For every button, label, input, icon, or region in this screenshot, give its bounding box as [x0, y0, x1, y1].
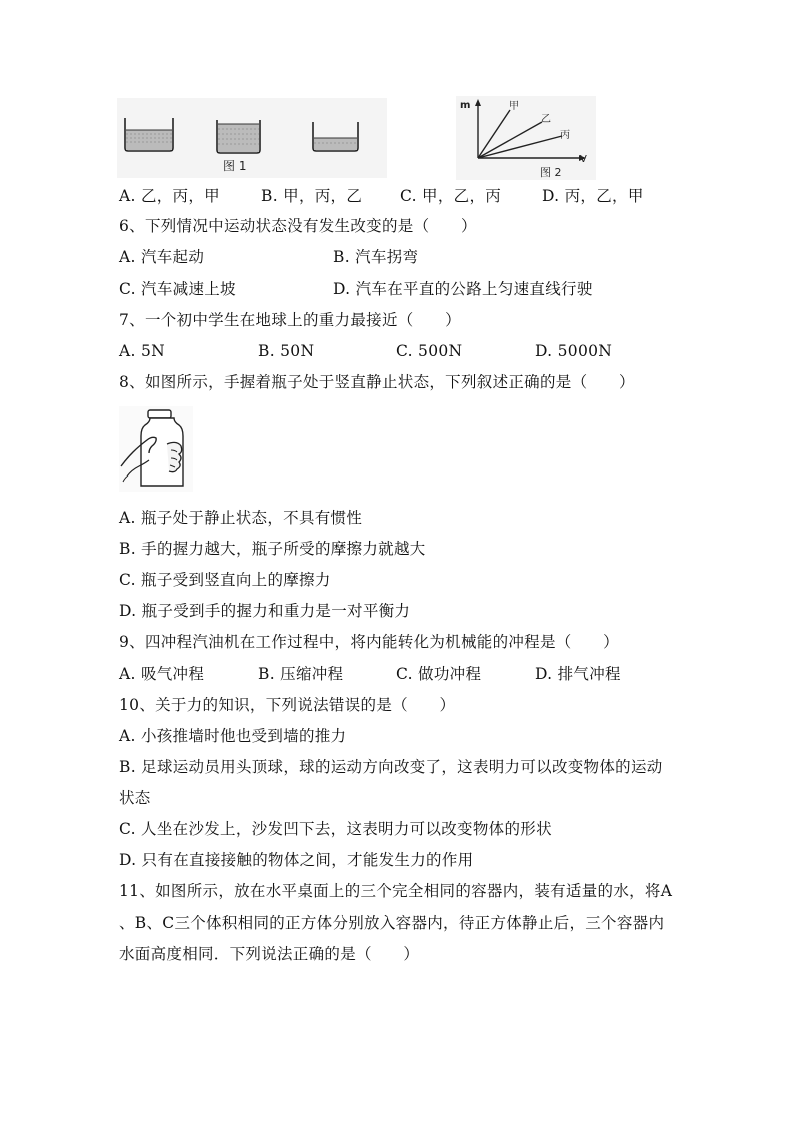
q9-option-d: D. 排气冲程 — [535, 665, 621, 683]
q11-stem-line-2: 、B、C三个体积相同的正方体分别放入容器内，待正方体静止后，三个容器内 — [119, 914, 665, 932]
q7-option-d: D. 5000N — [535, 342, 613, 360]
q5-option-b: B. 甲，丙，乙 — [261, 187, 363, 205]
figure-2-mv-graph — [456, 96, 596, 180]
q7-stem: 7、一个初中学生在地球上的重力最接近（ ） — [119, 311, 461, 329]
bottle-in-hand-figure — [119, 406, 193, 492]
q7-option-b: B. 50N — [258, 342, 315, 360]
axis-label-m: m — [460, 100, 471, 111]
q6-option-b: B. 汽车拐弯 — [333, 248, 419, 266]
line-label-bing: 丙 — [560, 130, 570, 141]
q8-stem: 8、如图所示，手握着瓶子处于竖直静止状态，下列叙述正确的是（ ） — [119, 373, 635, 391]
q9-option-b: B. 压缩冲程 — [258, 665, 344, 683]
q6-stem: 6、下列情况中运动状态没有发生改变的是（ ） — [119, 217, 477, 235]
figure-1-beakers — [117, 98, 387, 178]
q6-option-c: C. 汽车减速上坡 — [119, 280, 236, 298]
q8-option-c: C. 瓶子受到竖直向上的摩擦力 — [119, 571, 331, 589]
q5-option-a: A. 乙，丙，甲 — [119, 187, 220, 205]
line-label-yi: 乙 — [541, 114, 551, 125]
q5-option-d: D. 丙，乙，甲 — [542, 187, 644, 205]
q9-option-a: A. 吸气冲程 — [119, 665, 205, 683]
figure-2-caption: 图 2 — [540, 166, 562, 179]
q10-option-d: D. 只有在直接接触的物体之间，才能发生力的作用 — [119, 851, 474, 869]
q8-option-a: A. 瓶子处于静止状态，不具有惯性 — [119, 509, 363, 527]
q11-stem-line-1: 11、如图所示，放在水平桌面上的三个完全相同的容器内，装有适量的水，将A — [119, 882, 673, 900]
axis-label-v: V — [580, 154, 587, 165]
q8-option-b: B. 手的握力越大，瓶子所受的摩擦力就越大 — [119, 540, 426, 558]
q10-stem: 10、关于力的知识，下列说法错误的是（ ） — [119, 696, 456, 714]
q9-stem: 9、四冲程汽油机在工作过程中，将内能转化为机械能的冲程是（ ） — [119, 633, 619, 651]
q8-option-d: D. 瓶子受到手的握力和重力是一对平衡力 — [119, 602, 411, 620]
q5-option-c: C. 甲，乙，丙 — [400, 187, 502, 205]
q6-option-a: A. 汽车起动 — [119, 248, 205, 266]
line-label-jia: 甲 — [509, 101, 519, 112]
figure-1-caption: 图 1 — [223, 159, 247, 173]
beaker-2-icon — [217, 120, 260, 153]
q10-option-c: C. 人坐在沙发上，沙发凹下去，这表明力可以改变物体的形状 — [119, 820, 552, 838]
q10-option-b-continued: 状态 — [119, 789, 151, 807]
q11-stem-line-3: 水面高度相同．下列说法正确的是（ ） — [119, 945, 420, 963]
q10-option-a: A. 小孩推墙时他也受到墙的推力 — [119, 727, 347, 745]
q9-option-c: C. 做功冲程 — [396, 665, 482, 683]
q7-option-c: C. 500N — [396, 342, 463, 360]
q7-option-a: A. 5N — [119, 342, 165, 360]
q10-option-b: B. 足球运动员用头顶球，球的运动方向改变了，这表明力可以改变物体的运动 — [119, 758, 663, 776]
q6-option-d: D. 汽车在平直的公路上匀速直线行驶 — [333, 280, 593, 298]
